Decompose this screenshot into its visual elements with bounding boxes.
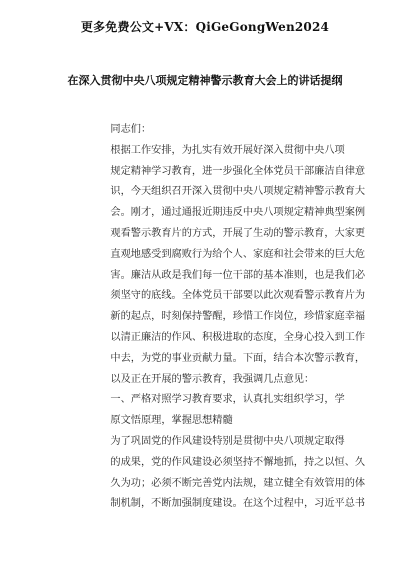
- paragraph-line: 以及正在开展的警示教育，我强调几点意见：: [110, 373, 315, 385]
- paragraph-line: 根据工作安排，为扎实有效开展好深入贯彻中央八项: [110, 144, 345, 156]
- paragraph-line: 会。刚才，通过通报近期违反中央八项规定精神典型案例: [110, 207, 366, 219]
- paragraph-line: 害。廉洁从政是我们每一位干部的基本准则，也是我们必: [110, 269, 366, 281]
- section-heading-1: [90, 390, 345, 432]
- paragraph-line: 制机制，不断加强制度建设。在这个过程中，习近平总书: [110, 498, 366, 510]
- document-body: [90, 120, 366, 515]
- watermark-header: 更多免费公文+VX：QiGeGongWen2024: [80, 20, 330, 34]
- paragraph-line: 直观地感受到腐败行为给个人、家庭和社会带来的巨大危: [110, 248, 366, 260]
- paragraph-line: 中去，为党的事业贡献力量。下面，结合本次警示教育，: [110, 352, 366, 364]
- salutation: 同志们：: [110, 124, 152, 135]
- document-title: 在深入贯彻中央八项规定精神警示教育大会上的讲话提纲: [67, 74, 343, 87]
- paragraph-line: 一、严格对照学习教育要求，认真扎实组织学习，学: [110, 394, 345, 406]
- paragraph-line: 须坚守的底线。全体党员干部要以此次观看警示教育片为: [110, 290, 366, 302]
- paragraph-line: 观看警示教育片的方式，开展了生动的警示教育，大家更: [110, 227, 366, 239]
- paragraph-line: 原文悟原理，掌握思想精髓: [110, 415, 233, 427]
- paragraph-2: [90, 432, 366, 515]
- paragraph-line: 以清正廉洁的作风、积极进取的态度，全身心投入到工作: [110, 331, 366, 343]
- paragraph-line: 规定精神学习教育，进一步强化全体党员干部廉洁自律意: [110, 165, 366, 177]
- paragraph-line: 新的起点，时刻保持警醒，珍惜工作岗位，珍惜家庭幸福: [110, 311, 366, 323]
- paragraph-line: 为了巩固党的作风建设特别是贯彻中央八项规定取得: [110, 435, 345, 447]
- paragraph-line: 识，今天组织召开深入贯彻中央八项规定精神警示教育大: [110, 186, 366, 198]
- paragraph-line: 的成果，党的作风建设必须坚持不懈地抓，持之以恒、久: [110, 456, 366, 468]
- paragraph-1: [90, 141, 366, 391]
- paragraph-line: 久为功；必须不断完善党内法规，建立健全有效管用的体: [110, 477, 366, 489]
